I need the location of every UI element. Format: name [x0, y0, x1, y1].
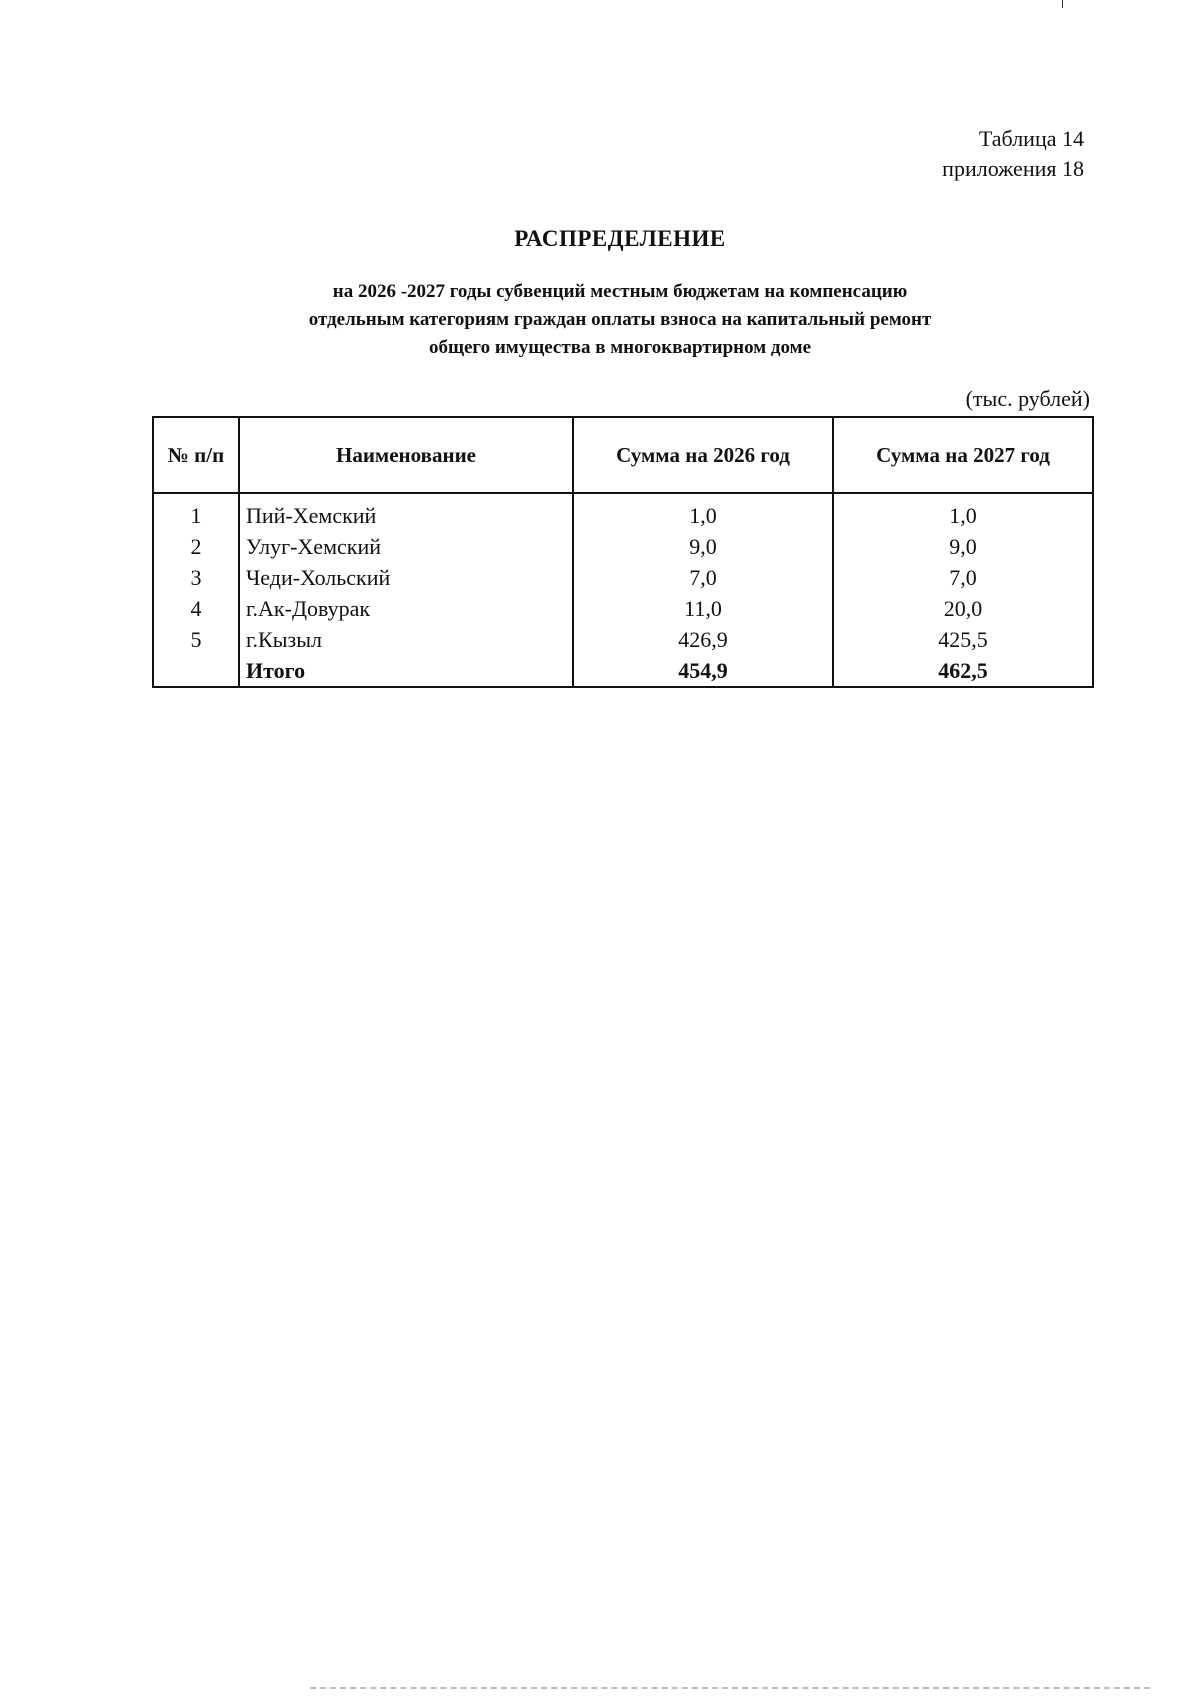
total-label: Итого — [239, 655, 573, 687]
table-row — [153, 593, 1093, 624]
row-number: 5 — [153, 624, 239, 655]
distribution-table — [152, 416, 1094, 688]
table-row — [153, 493, 1093, 531]
row-sum-2026: 7,0 — [573, 562, 833, 593]
row-sum-2027: 7,0 — [833, 562, 1093, 593]
row-sum-2027: 20,0 — [833, 593, 1093, 624]
row-sum-2027: 1,0 — [833, 493, 1093, 531]
row-sum-2026: 1,0 — [573, 493, 833, 531]
row-name: г.Кызыл — [239, 624, 573, 655]
row-name: Чеди-Хольский — [239, 562, 573, 593]
row-number: 2 — [153, 531, 239, 562]
row-name: г.Ак-Довурак — [239, 593, 573, 624]
row-number: 1 — [153, 493, 239, 531]
row-sum-2027: 425,5 — [833, 624, 1093, 655]
document-title: РАСПРЕДЕЛЕНИЕ — [514, 226, 726, 251]
row-sum-2026: 11,0 — [573, 593, 833, 624]
document-subtitle — [0, 278, 1200, 362]
table-reference — [942, 124, 1084, 184]
table-header-row — [153, 417, 1093, 493]
units-label: (тыс. рублей) — [965, 386, 1090, 411]
table-row — [153, 562, 1093, 593]
total-row-number — [153, 655, 239, 687]
subtitle-line-3: общего имущества в многоквартирном доме — [428, 337, 812, 358]
table-row — [153, 624, 1093, 655]
table-row — [153, 531, 1093, 562]
total-row — [153, 655, 1093, 687]
table-number: Таблица 14 — [978, 126, 1084, 151]
column-header-name: Наименование — [239, 417, 573, 493]
column-header-number: № п/п — [153, 417, 239, 493]
column-header-2027: Сумма на 2027 год — [833, 417, 1093, 493]
subtitle-line-1: на 2026 -2027 годы субвенций местным бюджетам на компенсацию — [332, 281, 908, 302]
scan-edge-line — [310, 1687, 1150, 1689]
row-number: 4 — [153, 593, 239, 624]
subtitle-line-2: отдельным категориям граждан оплаты взноса на капитальный ремонт — [308, 309, 932, 330]
row-name: Пий-Хемский — [239, 493, 573, 531]
row-sum-2027: 9,0 — [833, 531, 1093, 562]
row-name: Улуг-Хемский — [239, 531, 573, 562]
row-sum-2026: 9,0 — [573, 531, 833, 562]
scan-mark — [1062, 0, 1063, 8]
row-number: 3 — [153, 562, 239, 593]
column-header-2026: Сумма на 2026 год — [573, 417, 833, 493]
row-sum-2026: 426,9 — [573, 624, 833, 655]
appendix-number: приложения 18 — [942, 156, 1084, 181]
total-sum-2027: 462,5 — [833, 655, 1093, 687]
total-sum-2026: 454,9 — [573, 655, 833, 687]
